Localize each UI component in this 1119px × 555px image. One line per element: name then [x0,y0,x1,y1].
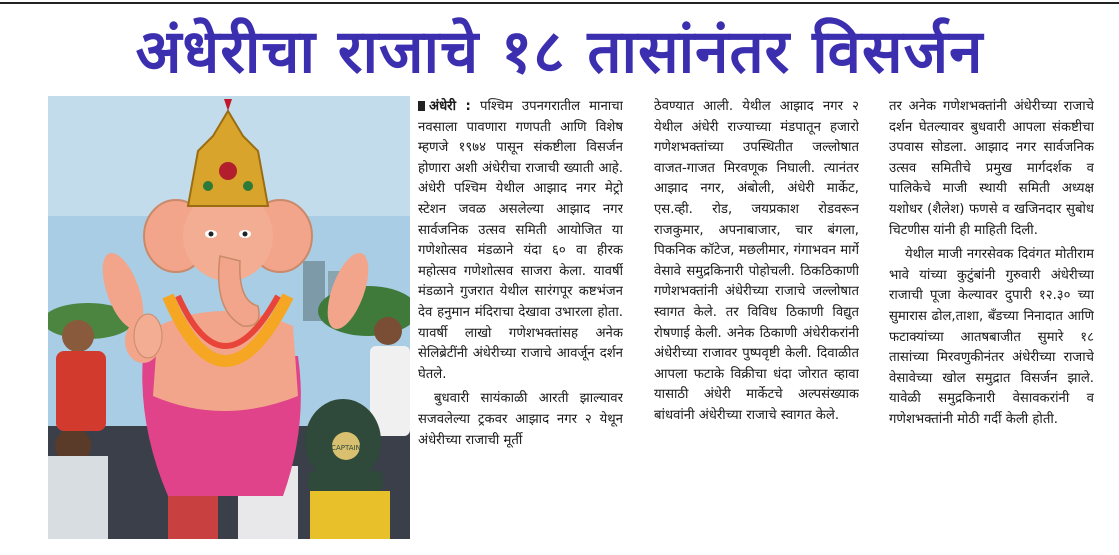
article-paragraph: पश्चिम उपनगरातील मानाचा नवसाला पावणारा गणपती आणि विशेष म्हणजे १९७४ पासून संकष्टीला विसर्जन होणारा अशी अंधेरीचा राजाची ख्याती आहे. अंधेरी पश्चिम येथील आझाद नगर मेट्रो स्टेशन जवळ असलेल्या आझाद नगर सार्वजनिक उत्सव समिती आयोजित या गणेशोत्सव मंडळाने यंदा ६० वा हीरक महोत्सव गणेशोत्सव साजरा केला. यावर्षी मंडळाने गुजरात येथील सारंगपूर कष्टभंजन देव हनुमान मंदिराचा देखावा उभारला होता. यावर्षी लाखो गणेशभक्तांसह अनेक सेलिब्रेटींनी अंधेरीच्या राजाचे आवर्जून दर्शन घेतले. [418,99,623,382]
top-rule [0,2,1119,4]
article-paragraph: ठेवण्यात आली. येथील आझाद नगर २ येथील अंधेरी राज्याच्या मंडपातून हजारो गणेशभक्तांच्या उपस्थितीत जल्लोषात वाजत-गाजत मिरवणूक निघाली. त्यानंतर आझाद नगर, अंबोली, अंधेरी मार्केट, एस.व्ही. रोड, जयप्रकाश रोडवरून राजकुमार, अपनाबाजार, चार बंगला, पिकनिक कॉटेज, मछलीमार, गंगाभवन मार्गे वेसावे समुद्रकिनारी पोहोचली. ठिकठिकाणी गणेशभक्तांनी अंधेरीच्या राजाचे जल्लोषात स्वागत केले. तर विविध ठिकाणी विद्युत रोषणाई केली. अनेक ठिकाणी अंधेरीकरांनी अंधेरीच्या राजावर पुष्पवृष्टी केली. दिवाळीत आपला फटाके विक्रीचा धंदा जोरात व्हावा यासाठी अंधेरी मार्केटचे अल्पसंख्याक बांधवांनी अंधेरीच्या राजाचे स्वागत केले. [654,99,859,423]
cap-badge-text: CAPTAIN [331,444,361,452]
article-column-2 [654,97,859,542]
article-column-1 [418,97,623,542]
dateline: अंधेरी : [429,99,471,114]
ganesh-idol-photo [48,96,410,539]
article-paragraph: येथील माजी नगरसेवक दिवंगत मोतीराम भावे यांच्या कुटुंबांनी गुरुवारी अंधेरीच्या राजाची पूजा केल्यावर दुपारी १२.३० च्या सुमारास ढोल,ताशा, बँडच्या निनादात आणि फटाक्यांच्या आतषबाजीत सुमारे १८ तासांच्या मिरवणुकीनंतर अंधेरीच्या राजाचे वेसावेच्या खोल समुद्रात विसर्जन झाले. यावेळी समुद्रकिनारी वेसावकरांनी व गणेशभक्तांनी मोठी गर्दी केली होती. [889,247,1094,427]
bullet-square-icon [418,101,425,111]
article-column-3 [889,97,1094,542]
headline: अंधेरीचा राजाचे १८ तासांनंतर विसर्जन [135,17,984,87]
article-paragraph: बुधवारी सायंकाळी आरती झाल्यावर सजवलेल्या ट्रकवर आझाद नगर २ येथून अंधेरीच्या राजाची मूर्ती [418,391,623,448]
article-paragraph: तर अनेक गणेशभक्तांनी अंधेरीच्या राजाचे दर्शन घेतल्यावर बुधवारी आपला संकष्टीचा उपवास सोडला. आझाद नगर सार्वजनिक उत्सव समितीचे प्रमुख मार्गदर्शक व पालिकेचे माजी स्थायी समिती अध्यक्ष यशोधर (शैलेश) फणसे व खजिनदार सुबोध चिटणीस यांनी ही माहिती दिली. [889,99,1094,238]
